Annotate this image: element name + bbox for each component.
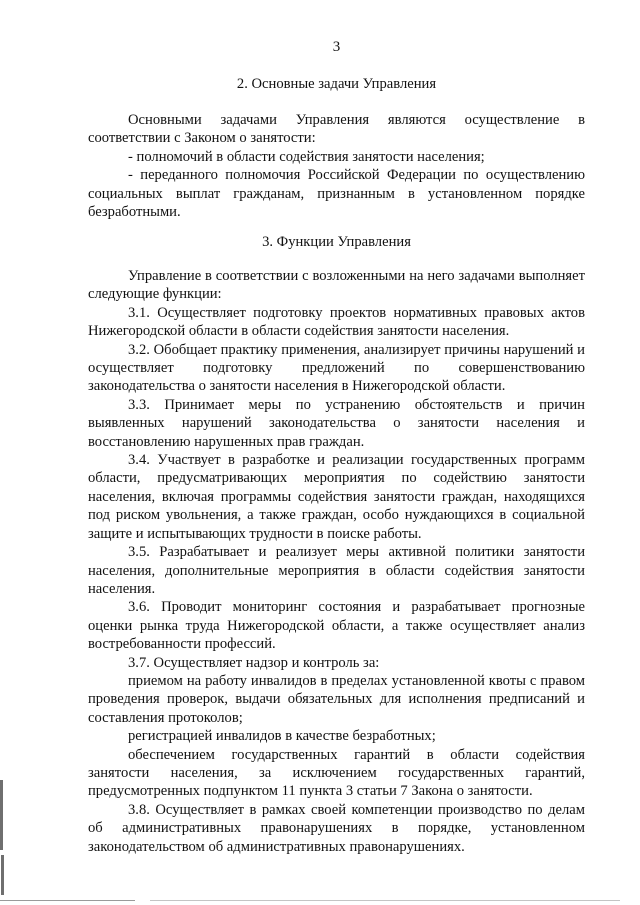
page-number: 3 bbox=[332, 39, 341, 55]
function-3-7-c: обеспечением государственных гарантий в области содействия занятости населения, за исключением государственных гарантий, предусмотренных подпунктом 11 пункта 3 статьи 7 Закона о занятости. bbox=[88, 746, 585, 800]
section-2-heading: 2. Основные задачи Управления bbox=[236, 76, 437, 92]
function-3-7-a: приемом на работу инвалидов в пределах установленной квоты с правом проведения проверок, выдачи обязательных для исполнения предписаний и составления протоколов; bbox=[88, 672, 585, 726]
section-2-body bbox=[88, 111, 585, 221]
scan-bottom-line-left bbox=[0, 900, 135, 901]
section-3-heading: 3. Функции Управления bbox=[262, 234, 411, 250]
function-3-4: 3.4. Участвует в разработке и реализации государственных программ области, предусматривающих мероприятия по содействию занятости населения, включая программы содействия занятости граждан, находящихся под риском увольнения, а также граждан, особо нуждающихся в социальной защите и испытывающих трудности в поиске работы. bbox=[88, 452, 585, 542]
section-2-item-2: - переданного полномочия Российской Федерации по осуществлению социальных выплат гражданам, признанным в установленном порядке безработными. bbox=[88, 167, 585, 221]
function-3-8: 3.8. Осуществляет в рамках своей компетенции производство по делам об административных правонарушениях в порядке, установленном законодательством об административных правонарушениях. bbox=[88, 801, 585, 855]
scan-edge-mark bbox=[0, 780, 3, 850]
scan-bottom-line-right bbox=[150, 900, 620, 901]
scan-edge-mark-2 bbox=[1, 855, 4, 895]
section-2-item-1: - полномочий в области содействия занятости населения; bbox=[128, 148, 485, 165]
section-3-body bbox=[88, 267, 585, 856]
function-3-6: 3.6. Проводит мониторинг состояния и разрабатывает прогнозные оценки рынка труда Нижегородской области, а также осуществляет анализ востребованности профессий. bbox=[88, 599, 585, 653]
function-3-7: 3.7. Осуществляет надзор и контроль за: bbox=[128, 654, 380, 671]
section-2-intro: Основными задачами Управления являются осуществление в соответствии с Законом о занятости: bbox=[88, 112, 585, 147]
function-3-3: 3.3. Принимает меры по устранению обстоятельств и причин выявленных нарушений законодательства о занятости населения и восстановлению нарушенных прав граждан. bbox=[88, 396, 585, 450]
section-3-intro: Управление в соответствии с возложенными на него задачами выполняет следующие функции: bbox=[88, 268, 585, 303]
function-3-7-b: регистрацией инвалидов в качестве безработных; bbox=[128, 728, 436, 745]
function-3-5: 3.5. Разрабатывает и реализует меры активной политики занятости населения, дополнительные мероприятия в области содействия занятости населения. bbox=[88, 544, 585, 597]
function-3-2: 3.2. Обобщает практику применения, анализирует причины нарушений и осуществляет подготовку предложений по совершенствованию законодательства о занятости населения в Нижегородской области. bbox=[88, 341, 585, 395]
function-3-1: 3.1. Осуществляет подготовку проектов нормативных правовых актов Нижегородской области в области содействия занятости населения. bbox=[88, 304, 585, 340]
